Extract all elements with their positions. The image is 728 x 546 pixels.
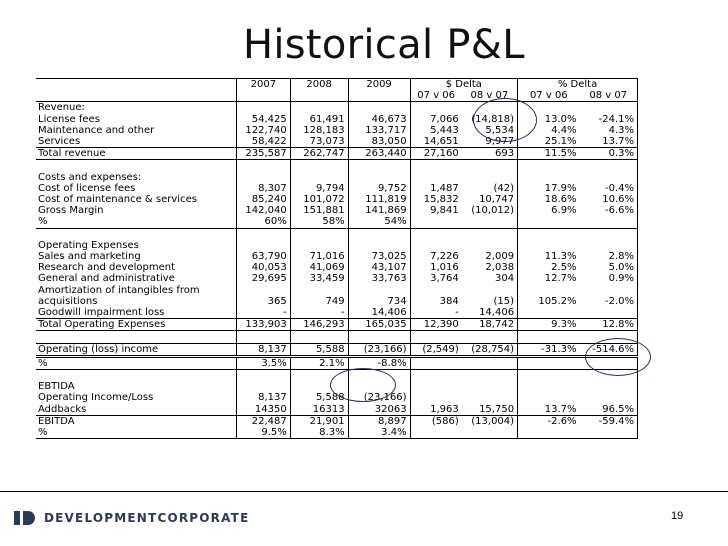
- table-row: [36, 183, 638, 194]
- row-value: (23,166): [348, 343, 410, 356]
- row-label: Amortization of intangibles from: [38, 284, 200, 296]
- row-value: 9,977: [485, 136, 515, 148]
- row-value: 734: [348, 296, 410, 307]
- row-value: 7,226: [410, 251, 462, 262]
- row-label: Total revenue: [36, 148, 236, 160]
- table-row: [36, 415, 638, 427]
- table-row: [36, 331, 638, 343]
- row-value: [348, 102, 410, 114]
- row-value: 32063: [348, 404, 410, 416]
- row-label: [36, 160, 236, 172]
- row-value: [236, 160, 290, 172]
- row-value: [410, 160, 462, 172]
- table-row: [36, 273, 638, 284]
- header-row-years: [36, 79, 638, 91]
- row-value: [348, 331, 410, 343]
- row-value: (28,754): [462, 343, 518, 356]
- row-value: 384: [410, 296, 462, 307]
- row-value: [518, 172, 580, 183]
- row-label: Sales and marketing: [38, 251, 141, 263]
- row-value: [348, 172, 410, 183]
- row-value: 9,841: [410, 205, 462, 216]
- row-value: 27,160: [410, 148, 462, 160]
- row-value: 5,588: [290, 392, 348, 403]
- row-value: 40,053: [236, 262, 290, 273]
- row-value: [410, 102, 462, 114]
- row-value: [518, 381, 580, 392]
- row-value: 6.9%: [518, 205, 580, 216]
- row-value: -: [290, 307, 348, 319]
- row-value: 71,016: [290, 251, 348, 262]
- row-value: -59.4%: [580, 415, 638, 427]
- row-label: Cost of license fees: [38, 182, 136, 194]
- table-row: [36, 148, 638, 160]
- row-value: (586): [410, 415, 462, 427]
- row-value: (10,012): [471, 205, 515, 217]
- header-year: 2009: [348, 79, 410, 91]
- row-value: 165,035: [348, 319, 410, 331]
- row-value: 33,459: [290, 273, 348, 284]
- row-value: 96.5%: [580, 404, 638, 416]
- row-value: 9.3%: [518, 319, 580, 331]
- row-value: 749: [290, 296, 348, 307]
- row-value: [462, 331, 518, 343]
- row-value: 0.9%: [580, 273, 638, 284]
- table-row: [36, 194, 638, 205]
- table-row: [36, 404, 638, 416]
- row-value: [462, 160, 518, 172]
- row-value: 18,742: [462, 319, 518, 331]
- row-value: 122,740: [236, 125, 290, 136]
- row-value: 73,073: [290, 136, 348, 148]
- row-value: [518, 392, 580, 403]
- table-row: [36, 102, 638, 114]
- row-label: Maintenance and other: [38, 124, 155, 136]
- row-value: 12.8%: [580, 319, 638, 331]
- row-value: [348, 240, 410, 251]
- row-value: 8.3%: [290, 427, 348, 439]
- highlight-oval-operating-loss: [330, 368, 396, 402]
- company-logo: [14, 511, 249, 525]
- row-value: 5.0%: [580, 262, 638, 273]
- row-value: 25.1%: [518, 136, 580, 148]
- table-row: [36, 251, 638, 262]
- row-value: -0.4%: [580, 183, 638, 194]
- row-label: Addbacks: [38, 403, 87, 415]
- row-label: License fees: [38, 113, 100, 125]
- table-row: [36, 296, 638, 307]
- row-value: -24.1%: [580, 114, 638, 125]
- row-value: [580, 240, 638, 251]
- row-value: [290, 331, 348, 343]
- row-label: Cost of maintenance & services: [38, 194, 197, 206]
- table-row: [36, 307, 638, 319]
- table-row: [36, 114, 638, 125]
- row-value: 60%: [236, 216, 290, 228]
- row-value: 29,695: [236, 273, 290, 284]
- table-row: [36, 216, 638, 228]
- row-value: 263,440: [348, 148, 410, 160]
- slide-title: Historical P&L: [243, 22, 525, 68]
- row-value: [518, 228, 580, 240]
- row-label: %: [36, 427, 236, 439]
- row-value: 5,443: [410, 125, 462, 136]
- table-row: [36, 136, 638, 148]
- row-label: Revenue:: [36, 102, 236, 114]
- row-value: 5,588: [290, 343, 348, 356]
- row-label: Operating Income/Loss: [38, 392, 154, 404]
- row-value: [410, 216, 462, 228]
- row-value: [462, 172, 518, 183]
- row-label: [36, 228, 236, 240]
- row-value: 13.0%: [518, 114, 580, 125]
- row-label: Services: [38, 136, 81, 148]
- row-value: (2,549): [410, 343, 462, 356]
- row-value: [410, 172, 462, 183]
- row-value: 83,050: [348, 136, 410, 148]
- row-value: [236, 102, 290, 114]
- row-value: 0.3%: [580, 148, 638, 160]
- row-value: 3.4%: [348, 427, 410, 439]
- row-value: 693: [462, 148, 518, 160]
- row-value: 13.7%: [580, 136, 638, 148]
- row-value: 1,963: [410, 404, 462, 416]
- row-value: [410, 331, 462, 343]
- row-value: 9,752: [348, 183, 410, 194]
- row-value: 21,901: [290, 415, 348, 427]
- row-value: 63,790: [236, 251, 290, 262]
- row-value: [290, 172, 348, 183]
- row-value: [236, 172, 290, 183]
- row-value: [236, 370, 290, 382]
- row-value: 13.7%: [518, 404, 580, 416]
- logo-text-development: DEVELOPMENT: [44, 511, 158, 525]
- row-value: [410, 228, 462, 240]
- row-value: 2.5%: [518, 262, 580, 273]
- row-value: [410, 285, 462, 296]
- logo-text-corporate: CORPORATE: [157, 511, 250, 525]
- row-value: 10.6%: [580, 194, 638, 205]
- row-value: 11.3%: [518, 251, 580, 262]
- row-value: 58%: [290, 216, 348, 228]
- row-value: 14,651: [410, 136, 462, 148]
- header-blank: [36, 79, 236, 91]
- table-row: [36, 172, 638, 183]
- row-value: 146,293: [290, 319, 348, 331]
- row-label: Operating (loss) income: [36, 343, 236, 356]
- table-row: [36, 125, 638, 136]
- highlight-oval-license-delta: [473, 98, 537, 142]
- row-value: 4.4%: [518, 125, 580, 136]
- logo-mark-icon: [14, 511, 38, 525]
- row-value: [580, 427, 638, 439]
- row-value: -2.0%: [580, 296, 638, 307]
- footer-divider: [0, 491, 728, 492]
- row-value: 8,137: [236, 343, 290, 356]
- row-value: [236, 240, 290, 251]
- row-value: 11.5%: [518, 148, 580, 160]
- row-label: Research and development: [38, 262, 176, 274]
- row-value: 304: [494, 273, 515, 285]
- row-value: [518, 356, 580, 369]
- row-value: 7,066: [410, 114, 462, 125]
- row-label: Goodwill impairment loss: [38, 307, 165, 319]
- row-value: [518, 370, 580, 382]
- header-sub: 07 v 06: [518, 90, 580, 102]
- header-year: 2007: [236, 79, 290, 91]
- row-value: [290, 228, 348, 240]
- row-value: [236, 331, 290, 343]
- row-value: [236, 228, 290, 240]
- table-row: [36, 205, 638, 216]
- row-value: [410, 392, 462, 403]
- row-value: [290, 160, 348, 172]
- row-value: 111,819: [348, 194, 410, 205]
- row-value: 5,534: [485, 124, 515, 136]
- header-sub: 08 v 07: [580, 90, 638, 102]
- row-value: [410, 370, 462, 382]
- row-value: 41,069: [290, 262, 348, 273]
- highlight-oval-opex-pct: [585, 338, 651, 376]
- row-value: [580, 392, 638, 403]
- row-value: [462, 240, 518, 251]
- row-value: [518, 160, 580, 172]
- row-value: 235,587: [236, 148, 290, 160]
- row-value: (15): [493, 295, 515, 307]
- row-value: (13,004): [462, 415, 518, 427]
- row-value: [290, 285, 348, 296]
- header-year: 2008: [290, 79, 348, 91]
- row-value: 12,390: [410, 319, 462, 331]
- header-sub: 07 v 06: [410, 90, 462, 102]
- table-row: [36, 319, 638, 331]
- row-label: %: [36, 356, 236, 369]
- row-value: 8,897: [348, 415, 410, 427]
- row-value: [348, 228, 410, 240]
- row-label: Costs and expenses:: [38, 171, 142, 183]
- row-value: -6.6%: [580, 205, 638, 216]
- row-value: -514.6%: [580, 343, 638, 356]
- row-value: [462, 427, 518, 439]
- row-value: [290, 102, 348, 114]
- row-value: 8,307: [236, 183, 290, 194]
- row-value: 8,137: [236, 392, 290, 403]
- row-value: [580, 307, 638, 319]
- row-value: 73,025: [348, 251, 410, 262]
- row-value: 12.7%: [518, 273, 580, 284]
- row-value: [348, 160, 410, 172]
- table-row: [36, 262, 638, 273]
- row-value: [410, 240, 462, 251]
- row-value: [518, 427, 580, 439]
- row-value: 16313: [290, 404, 348, 416]
- row-value: -: [410, 307, 462, 319]
- row-value: (23,166): [348, 392, 410, 403]
- row-value: [580, 172, 638, 183]
- row-value: 133,717: [348, 125, 410, 136]
- row-value: 128,183: [290, 125, 348, 136]
- table-row: [36, 343, 638, 356]
- row-value: 58,422: [236, 136, 290, 148]
- row-value: [410, 381, 462, 392]
- row-label: Total Operating Expenses: [36, 319, 236, 331]
- row-value: [518, 216, 580, 228]
- header-sub: 08 v 07: [470, 90, 509, 102]
- row-value: [580, 228, 638, 240]
- header-blank: [36, 90, 236, 102]
- row-value: 10,747: [479, 194, 515, 206]
- row-value: 9.5%: [236, 427, 290, 439]
- row-value: 54%: [348, 216, 410, 228]
- row-value: [462, 216, 518, 228]
- row-value: 133,903: [236, 319, 290, 331]
- row-value: (42): [493, 182, 515, 194]
- row-value: [462, 285, 518, 296]
- row-label: [36, 370, 236, 382]
- row-value: -31.3%: [518, 343, 580, 356]
- row-value: 9,794: [290, 183, 348, 194]
- row-value: 4.3%: [580, 125, 638, 136]
- row-value: 14350: [236, 404, 290, 416]
- row-value: 2,009: [485, 251, 515, 263]
- row-value: 18.6%: [518, 194, 580, 205]
- row-value: -2.6%: [518, 415, 580, 427]
- table-row: [36, 160, 638, 172]
- row-value: 17.9%: [518, 183, 580, 194]
- row-value: [518, 331, 580, 343]
- header-row-sub: [36, 90, 638, 102]
- row-value: 85,240: [236, 194, 290, 205]
- table-row: [36, 228, 638, 240]
- row-value: [462, 381, 518, 392]
- row-value: 141,869: [348, 205, 410, 216]
- row-label: [36, 331, 236, 343]
- row-value: [410, 427, 462, 439]
- row-value: [410, 356, 462, 369]
- row-value: 151,881: [290, 205, 348, 216]
- table-row: [36, 356, 638, 369]
- page-number: 19: [671, 510, 684, 522]
- row-label: General and administrative: [38, 273, 175, 285]
- row-value: [462, 228, 518, 240]
- row-value: [518, 285, 580, 296]
- row-value: 105.2%: [518, 296, 580, 307]
- row-value: [518, 240, 580, 251]
- row-label: EBITDA: [36, 415, 236, 427]
- table-row: [36, 285, 638, 296]
- row-value: [580, 160, 638, 172]
- row-value: -8.8%: [348, 356, 410, 369]
- row-value: [580, 216, 638, 228]
- row-label: acquisitions: [38, 295, 98, 307]
- row-value: 1,487: [410, 183, 462, 194]
- row-value: (14,818): [471, 113, 515, 125]
- header-pct-delta: % Delta: [518, 79, 638, 91]
- row-value: 14,406: [479, 307, 515, 319]
- row-value: 1,016: [410, 262, 462, 273]
- row-value: [518, 307, 580, 319]
- row-value: 43,107: [348, 262, 410, 273]
- row-value: -: [236, 307, 290, 319]
- row-value: 54,425: [236, 114, 290, 125]
- row-value: 3,764: [410, 273, 462, 284]
- row-value: [580, 381, 638, 392]
- table-row: [36, 240, 638, 251]
- header-dollar-delta: $ Delta: [410, 79, 517, 91]
- row-value: 142,040: [236, 205, 290, 216]
- row-value: [580, 285, 638, 296]
- row-value: 46,673: [348, 114, 410, 125]
- row-value: 14,406: [348, 307, 410, 319]
- row-value: 262,747: [290, 148, 348, 160]
- row-value: 3.5%: [236, 356, 290, 369]
- row-value: 15,750: [479, 403, 515, 415]
- row-value: 22,487: [236, 415, 290, 427]
- row-value: [462, 392, 518, 403]
- row-value: [236, 285, 290, 296]
- row-value: [462, 370, 518, 382]
- row-label: EBTIDA: [38, 381, 75, 393]
- row-value: 365: [236, 296, 290, 307]
- row-label: Gross Margin: [38, 205, 104, 217]
- row-value: 33,763: [348, 273, 410, 284]
- row-value: 61,491: [290, 114, 348, 125]
- row-value: 15,832: [410, 194, 462, 205]
- table-row: [36, 427, 638, 439]
- row-value: 2.8%: [580, 251, 638, 262]
- row-value: [236, 381, 290, 392]
- row-value: 2,038: [485, 262, 515, 274]
- row-label: Operating Expenses: [38, 239, 139, 251]
- row-label: %: [36, 216, 236, 228]
- row-value: [290, 240, 348, 251]
- row-value: [462, 356, 518, 369]
- row-value: 101,072: [290, 194, 348, 205]
- row-value: 2.1%: [290, 356, 348, 369]
- row-value: [348, 285, 410, 296]
- row-value: [580, 102, 638, 114]
